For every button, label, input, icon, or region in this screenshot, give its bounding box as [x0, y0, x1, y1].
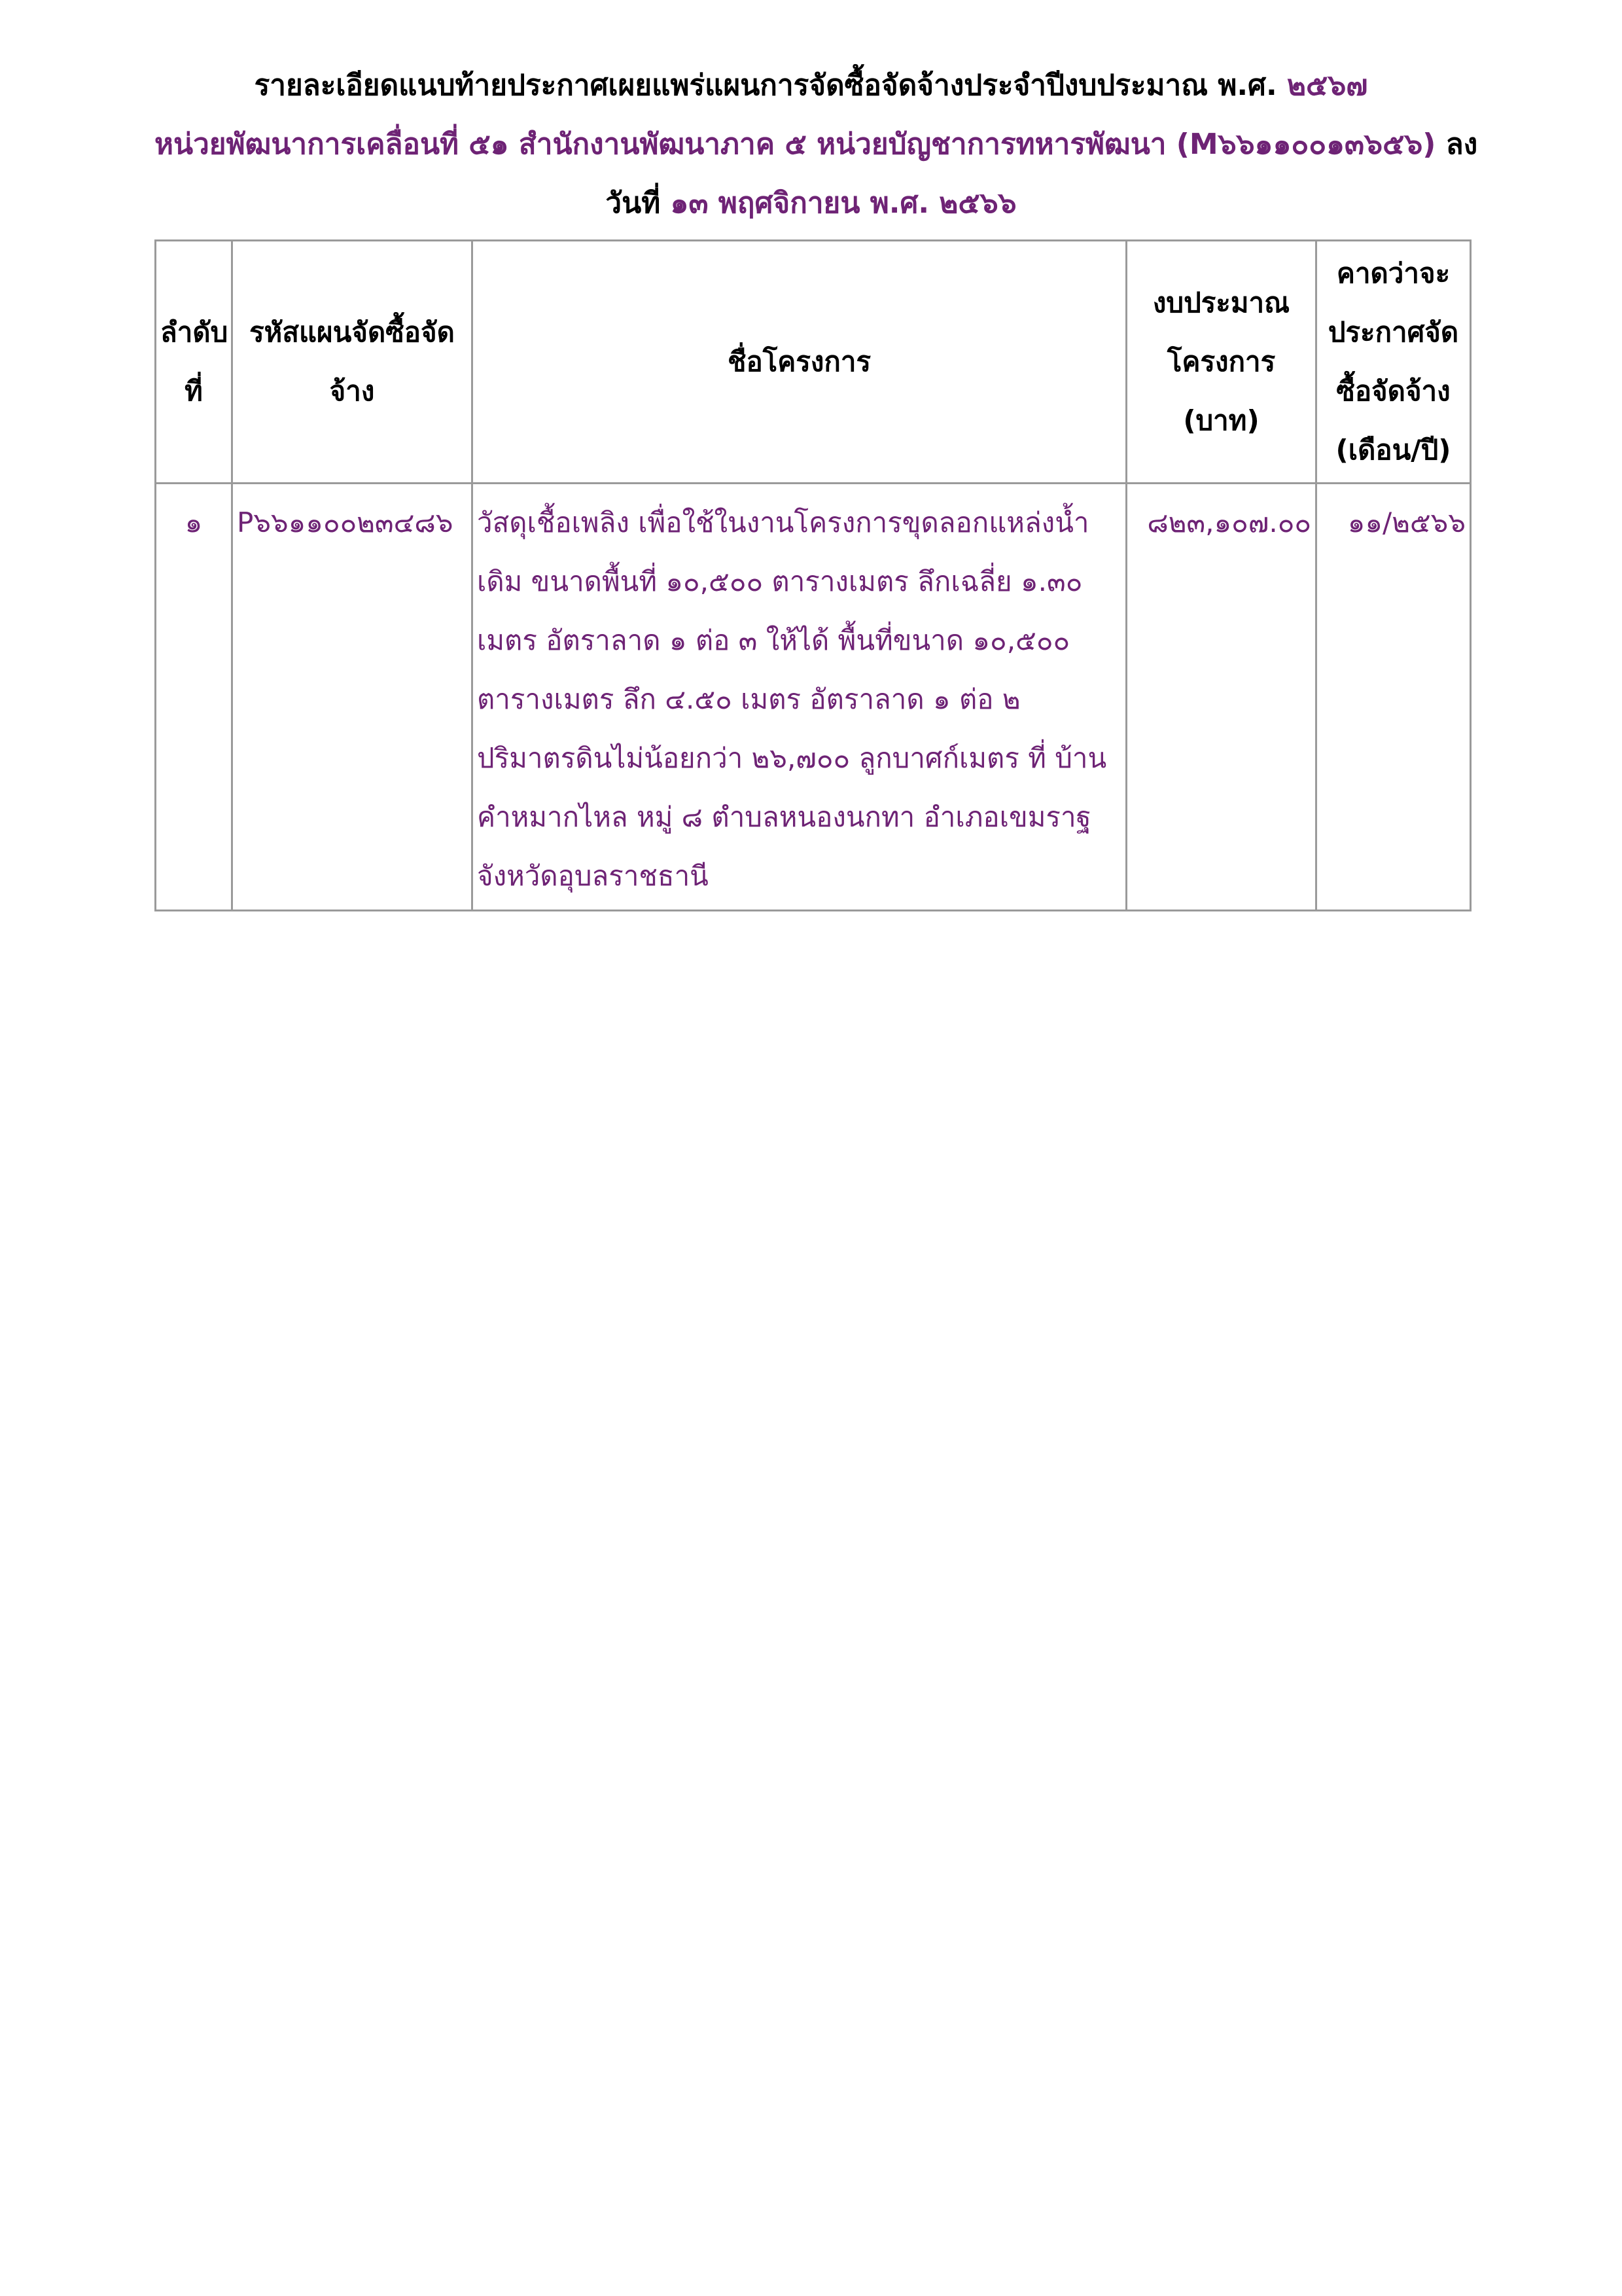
- date-prefix: วันที่: [605, 186, 661, 220]
- procurement-plan-table: [154, 239, 1472, 911]
- expected-month-year: ๑๑/๒๕๖๖: [1316, 484, 1471, 911]
- row-number: ๑: [156, 484, 232, 911]
- col-header-budget: งบประมาณโครงการ (บาท): [1127, 241, 1316, 484]
- date-line: [0, 181, 1622, 226]
- col-header-no: ลำดับที่: [156, 241, 232, 484]
- col-header-expected-date: คาดว่าจะประกาศจัดซื้อจัดจ้าง (เดือน/ปี): [1316, 241, 1471, 484]
- announcement-date: ๑๓ พฤศจิกายน พ.ศ. ๒๕๖๖: [670, 186, 1017, 220]
- col-header-plan-code: รหัสแผนจัดซื้อจัดจ้าง: [232, 241, 472, 484]
- agency-suffix: ลง: [1445, 128, 1478, 161]
- document-title: [0, 63, 1622, 109]
- col-header-project-name: ชื่อโครงการ: [472, 241, 1127, 484]
- title-text: รายละเอียดแนบท้ายประกาศเผยแพร่แผนการจัดซื้อจัดจ้างประจำปีงบประมาณ พ.ศ.: [254, 69, 1277, 102]
- plan-code: P๖๖๑๑๐๐๒๓๔๘๖: [232, 484, 472, 911]
- agency-name: หน่วยพัฒนาการเคลื่อนที่ ๕๑ สำนักงานพัฒนาภาค ๕ หน่วยบัญชาการทหารพัฒนา (M๖๖๑๑๐๐๑๓๖๕๖): [154, 128, 1436, 161]
- project-budget: ๘๒๓,๑๐๗.๐๐: [1127, 484, 1316, 911]
- table-header-row: [156, 241, 1471, 484]
- fiscal-year: ๒๕๖๗: [1287, 69, 1368, 102]
- project-name: วัสดุเชื้อเพลิง เพื่อใช้ในงานโครงการขุดลอกแหล่งน้ำเดิม ขนาดพื้นที่ ๑๐,๕๐๐ ตารางเมตร ลึกเฉลี่ย ๑.๓๐ เมตร อัตราลาด ๑ ต่อ ๓ ให้ได้ พื้นที่ขนาด ๑๐,๕๐๐ ตารางเมตร ลึก ๔.๕๐ เมตร อัตราลาด ๑ ต่อ ๒ ปริมาตรดินไม่น้อยกว่า ๒๖,๗๐๐ ลูกบาศก์เมตร ที่ บ้านคำหมากไหล หมู่ ๘ ตำบลหนองนกทา อำเภอเขมราฐ จังหวัดอุบลราชธานี: [472, 484, 1127, 911]
- agency-line: [154, 122, 1478, 168]
- table-row: [156, 484, 1471, 911]
